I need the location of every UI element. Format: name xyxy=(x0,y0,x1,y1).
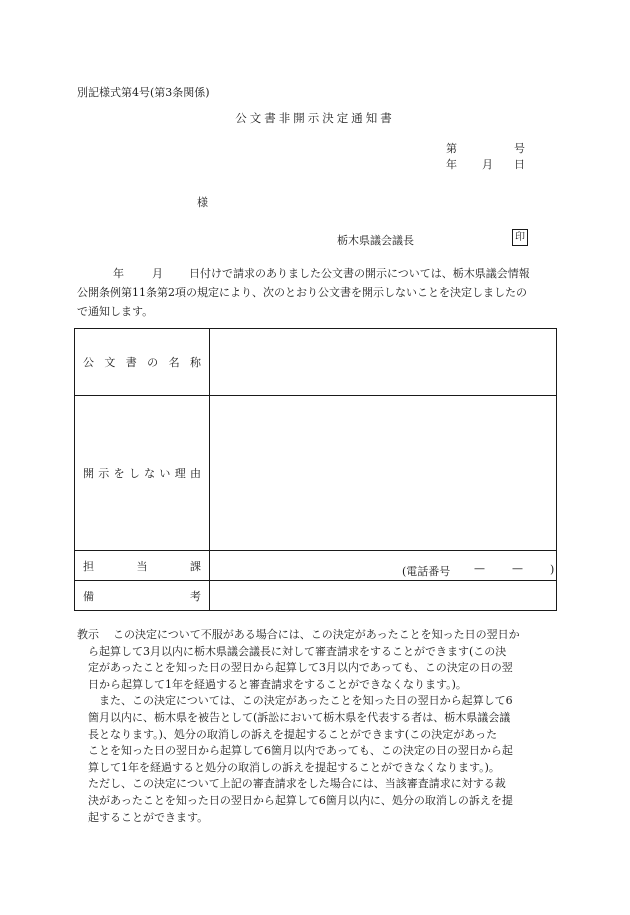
body-month: 月 xyxy=(152,267,163,280)
label-char: 名 xyxy=(168,356,180,369)
notice-line: 日から起算して1年を経過すると審査請求をすることができなくなります。)。 xyxy=(88,677,467,691)
label-char: 課 xyxy=(190,559,201,573)
notice-line: 決があったことを知った日の翌日から起算して6箇月以内に、処分の取消しの訴えを提 xyxy=(88,793,513,807)
label-char: 備 xyxy=(83,589,94,603)
table-row xyxy=(75,396,557,551)
phone-label: (電話番号 xyxy=(402,565,451,578)
label-char: い xyxy=(159,467,171,480)
value-document-name xyxy=(210,329,557,396)
label-document-name xyxy=(75,329,210,396)
label-char: 文 xyxy=(104,356,116,369)
notice-paragraph-2 xyxy=(77,693,567,776)
notification-body xyxy=(77,264,557,321)
label-text xyxy=(83,465,201,481)
date-day: 日 xyxy=(514,158,525,171)
label-text xyxy=(83,588,201,604)
body-year: 年 xyxy=(113,267,124,280)
label-char: 当 xyxy=(136,559,148,573)
notice-line: 算して1年を経過すると処分の取消しの訴えを提起することができなくなります。)。 xyxy=(88,760,500,774)
table-row xyxy=(75,551,557,581)
notice-paragraph-1 xyxy=(77,627,567,693)
seal-stamp: 印 xyxy=(512,229,528,246)
label-char: の xyxy=(147,356,159,369)
document-title: 公文書非開示決定通知書 xyxy=(235,111,395,125)
date-month: 月 xyxy=(482,158,493,171)
label-char: 考 xyxy=(190,589,201,603)
label-remarks xyxy=(75,581,210,611)
label-char: 理 xyxy=(174,467,186,480)
number-prefix: 第 xyxy=(446,142,457,155)
form-id: 別記様式第4号(第3条関係) xyxy=(77,86,210,99)
label-char: 示 xyxy=(98,467,110,480)
notice-line: 教示 この決定について不服がある場合には、この決定があったことを知った日の翌日か xyxy=(77,627,567,644)
addressee-honorific: 様 xyxy=(197,196,208,209)
notice-line: 箇月以内に、栃木県を被告として(訴訟において栃木県を代表する者は、栃木県議会議 xyxy=(88,710,511,724)
decision-table xyxy=(74,328,557,611)
label-reason xyxy=(75,396,210,551)
label-department xyxy=(75,551,210,581)
issuer-name: 栃木県議会議長 xyxy=(337,234,414,247)
label-char: 由 xyxy=(189,467,201,480)
phone-dash: — xyxy=(474,562,485,575)
notice-line: ら起算して3月以内に栃木県議会議長に対して審査請求をすることができます(この決 xyxy=(88,644,507,658)
notice-heading: 教示 xyxy=(77,628,99,641)
body-line3: で通知します。 xyxy=(77,305,154,318)
label-char: 公 xyxy=(83,356,94,369)
appeal-notice xyxy=(77,627,567,826)
number-suffix: 号 xyxy=(514,142,525,155)
table-row xyxy=(75,581,557,611)
notice-line: 定があったことを知った日の翌日から起算して3月以内であっても、この決定の日の翌 xyxy=(88,661,513,675)
notice-line: 長となります。)、処分の取消しの訴えを提起することができます(この決定があった xyxy=(88,727,498,741)
value-remarks xyxy=(210,581,557,611)
notice-line: ことを知った日の翌日から起算して6箇月以内であっても、この決定の日の翌日から起 xyxy=(88,744,513,758)
label-char: 称 xyxy=(189,356,201,369)
value-reason xyxy=(210,396,557,551)
notice-line: ただし、この決定について上記の審査請求をした場合には、当該審査請求に対する裁 xyxy=(88,777,506,791)
label-char: 書 xyxy=(125,356,137,369)
phone-close: ) xyxy=(550,563,555,576)
label-text xyxy=(83,354,201,370)
date-year: 年 xyxy=(446,158,457,171)
notice-paragraph-3 xyxy=(77,776,567,826)
label-char: 開 xyxy=(83,467,94,480)
label-char: 担 xyxy=(83,559,94,573)
label-char: な xyxy=(144,467,156,480)
label-char: を xyxy=(113,467,125,480)
label-char: し xyxy=(128,467,140,480)
body-line2: 公開条例第11条第2項の規定により、次のとおり公文書を開示しないことを決定しましたの xyxy=(77,286,527,299)
value-department xyxy=(210,551,557,581)
phone-dash: — xyxy=(512,562,523,575)
body-line1: 日付けで請求のありました公文書の開示については、栃木県議会情報 xyxy=(189,267,530,280)
label-text xyxy=(83,558,201,574)
table-row xyxy=(75,329,557,396)
notice-line: 起することができます。 xyxy=(88,810,209,824)
notice-line: また、この決定については、この決定があったことを知った日の翌日から起算して6 xyxy=(99,694,513,708)
